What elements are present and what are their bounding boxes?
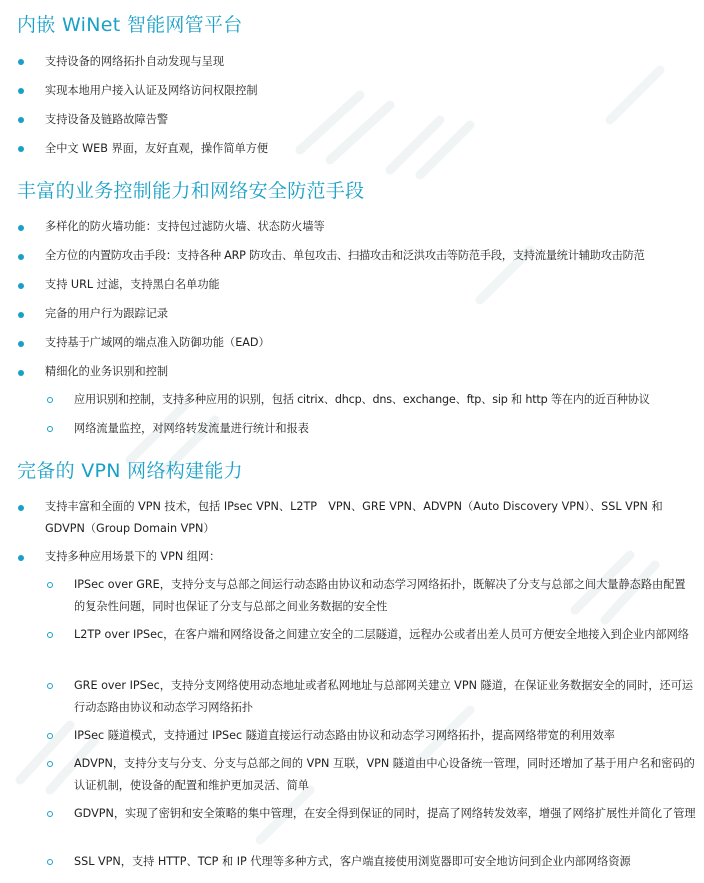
section-title-vpn: 完备的 VPN 网络构建能力 [17, 460, 243, 482]
bullet-dot-icon [18, 505, 24, 511]
list-item: 精细化的业务识别和控制 [45, 365, 169, 378]
sub-bullet-circle-icon [47, 426, 53, 432]
list-item: 全方位的内置防攻击手段：支持各种 ARP 防攻击、单包攻击、扫描攻击和泛洪攻击等防范手段，支持流量统计辅助攻击防范 [45, 249, 645, 262]
bullet-dot-icon [18, 254, 24, 260]
sub-list-item: L2TP over IPSec，在客户端和网络设备之间建立安全的二层隧道，远程办公或者出差人员可方便安全地接入到企业内部网络 [74, 628, 689, 641]
list-item: 支持设备的网络拓扑自动发现与呈现 [45, 55, 225, 68]
list-item: 全中文 WEB 界面，友好直观，操作简单方便 [45, 142, 269, 155]
list-item: 支持丰富和全面的 VPN 技术，包括 IPsec VPN、L2TP VPN、GRE VPN、ADVPN（Auto Discovery VPN）、SSL VPN 和 GDVPN（Group Domain VPN） [45, 500, 663, 535]
sub-bullet-circle-icon [47, 859, 53, 865]
bullet-dot-icon [18, 370, 24, 376]
sub-bullet-circle-icon [47, 761, 53, 767]
sub-list-item: ADVPN，支持分支与分支、分支与总部之间的 VPN 互联，VPN 隧道由中心设备统一管理，同时还增加了基于用户名和密码的认证机制，使设备的配置和维护更加灵活、简单 [74, 757, 695, 792]
sub-list-item: 网络流量监控，对网络转发流量进行统计和报表 [74, 422, 309, 435]
bullet-dot-icon [18, 59, 24, 65]
sub-list-item: GDVPN，实现了密钥和安全策略的集中管理，在安全得到保证的同时，提高了网络转发效率，增强了网络扩展性并简化了管理 [74, 807, 696, 820]
bullet-dot-icon [18, 555, 24, 561]
sub-list-item: IPSec over GRE，支持分支与总部之间运行动态路由协议和动态学习网络拓扑，既解决了分支与总部之间大量静态路由配置的复杂性问题，同时也保证了分支与总部之间业务数据的安全性 [74, 578, 686, 613]
sub-list-item: SSL VPN，支持 HTTP、TCP 和 IP 代理等多种方式，客户端直接使用浏览器即可安全地访问到企业内部网络资源 [74, 855, 631, 868]
sub-list-item: GRE over IPSec，支持分支网络使用动态地址或者私网地址与总部网关建立 VPN 隧道，在保证业务数据安全的同时，还可运行动态路由协议和动态学习网络拓扑 [74, 679, 694, 714]
sub-bullet-circle-icon [47, 811, 53, 817]
list-item: 支持设备及链路故障告警 [45, 113, 169, 126]
list-item: 多样化的防火墙功能：支持包过滤防火墙、状态防火墙等 [45, 220, 325, 233]
section-title-winet: 内嵌 WiNet 智能网管平台 [17, 14, 243, 36]
bullet-dot-icon [18, 225, 24, 231]
bullet-dot-icon [18, 88, 24, 94]
list-item: 支持基于广域网的端点准入防御功能（EAD） [45, 336, 270, 349]
sub-bullet-circle-icon [47, 733, 53, 739]
bullet-dot-icon [18, 312, 24, 318]
bullet-dot-icon [18, 117, 24, 123]
sub-bullet-circle-icon [47, 582, 53, 588]
list-item: 支持多种应用场景下的 VPN 组网： [45, 550, 221, 563]
sub-bullet-circle-icon [47, 683, 53, 689]
bullet-dot-icon [18, 283, 24, 289]
section-title-security: 丰富的业务控制能力和网络安全防范手段 [17, 180, 365, 202]
sub-bullet-circle-icon [47, 632, 53, 638]
list-item: 完备的用户行为跟踪记录 [45, 307, 169, 320]
list-item: 实现本地用户接入认证及网络访问权限控制 [45, 84, 258, 97]
bullet-dot-icon [18, 341, 24, 347]
list-item: 支持 URL 过滤，支持黑白名单功能 [45, 278, 220, 291]
sub-list-item: 应用识别和控制，支持多种应用的识别，包括 citrix、dhcp、dns、exchange、ftp、sip 和 http 等在内的近百种协议 [74, 393, 650, 406]
bullet-dot-icon [18, 146, 24, 152]
sub-list-item: IPSec 隧道模式，支持通过 IPSec 隧道直接运行动态路由协议和动态学习网络拓扑，提高网络带宽的利用效率 [74, 729, 615, 742]
sub-bullet-circle-icon [47, 397, 53, 403]
